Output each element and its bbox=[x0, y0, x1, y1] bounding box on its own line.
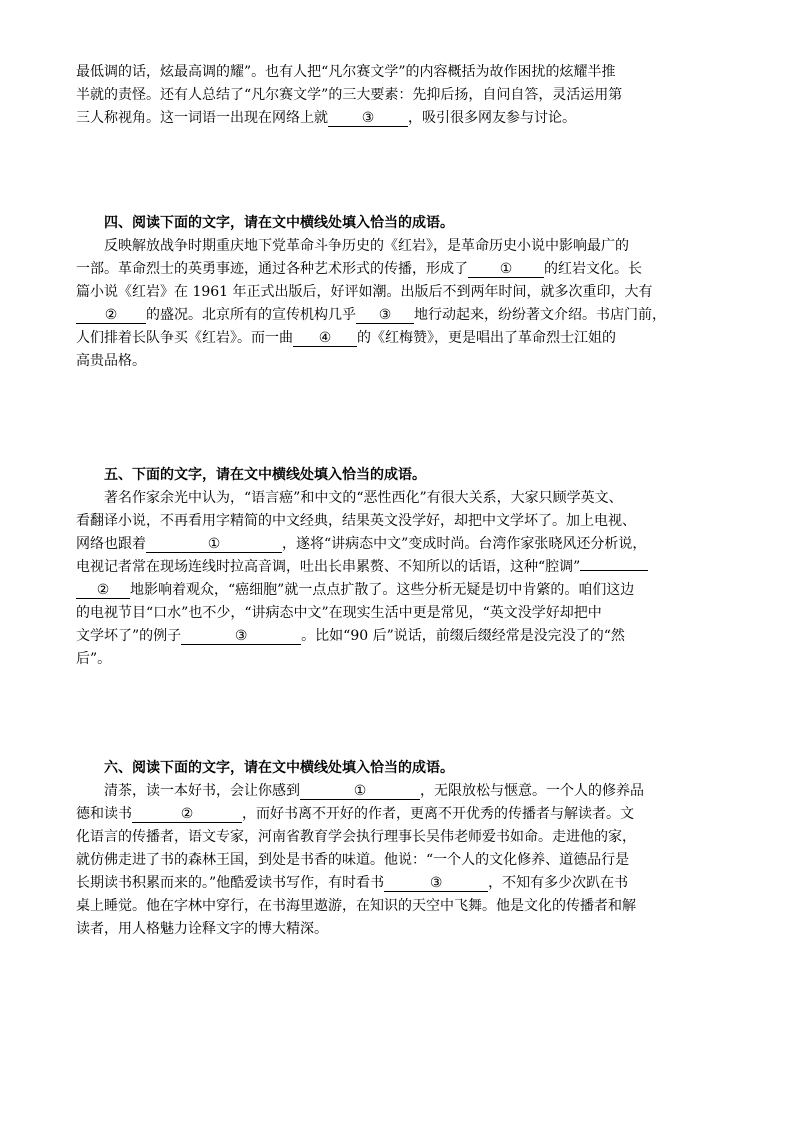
section-4-line-6: 高贵品格。 bbox=[76, 353, 146, 369]
section-4-line-2-before: 一部。革命烈士的英勇事迹，通过各种艺术形式的传播，形成了 bbox=[76, 261, 468, 277]
intro-line-3-text: 三人称视角。这一词语一出现在网络上就 bbox=[76, 110, 328, 126]
section-6-blank-1[interactable]: ① bbox=[300, 783, 420, 800]
section-6-line-5-b: ，不知有多少次趴在书 bbox=[488, 875, 629, 891]
section-4-blank-3[interactable]: ③ bbox=[356, 307, 414, 324]
section-5 bbox=[76, 464, 720, 671]
section-5-heading: 五、下面的文字，请在文中横线处填入恰当的成语。 bbox=[104, 467, 426, 483]
intro-blank-3[interactable]: ③ bbox=[328, 110, 408, 127]
section-4-line-3: 篇小说《红岩》在 1961 年正式出版后，好评如潮。出版后不到两年时间，就多次重印，大有 bbox=[76, 284, 653, 300]
section-5-line-6: 的电视节目“口水”也不少，“讲病态中文”在现实生活中更是常见，“英文没学好却把中 bbox=[76, 605, 602, 621]
section-5-line-7-b: 。比如“90 后”说话，前缀后缀经常是没完没了的“然 bbox=[301, 628, 625, 644]
intro-line-2: 半就的责怪。还有人总结了“凡尔赛文学”的三大要素：先抑后扬，自问自答，灵活运用第 bbox=[76, 87, 623, 103]
intro-line-3 bbox=[76, 107, 720, 130]
section-4 bbox=[76, 212, 720, 373]
section-4-line-5-b: 的《红梅赞》，更是唱出了革命烈士江姐的 bbox=[357, 330, 616, 346]
section-6-line-1-a: 清茶，读一本好书，会让你感到 bbox=[104, 783, 300, 799]
section-6-line-5-a: 长期读书积累而来的。”他酷爱读书写作，有时看书 bbox=[76, 875, 385, 891]
section-5-line-5-text: 地影响着观众，“癌细胞”就一点点扩散了。这些分析无疑是切中肯綮的。咱们这边 bbox=[130, 582, 635, 598]
section-6-line-3: 化语言的传播者，语文专家，河南省教育学会执行理事长吴伟老师爱书如命。走进他的家， bbox=[76, 829, 636, 845]
section-5-blank-2-trailing[interactable] bbox=[580, 570, 648, 571]
section-5-blank-3[interactable]: ③ bbox=[181, 628, 301, 645]
section-6-line-1 bbox=[76, 780, 720, 803]
section-5-line-7-a: 文学坏了”的例子 bbox=[76, 628, 182, 644]
section-6-line-2-b: ，而好书离不开好的作者，更离不开优秀的传播者与解读者。文 bbox=[242, 806, 634, 822]
section-4-line-4-b: 地行动起来，纷纷著文介绍。书店门前， bbox=[414, 307, 666, 323]
section-6-line-7: 读者，用人格魅力诠释文字的博大精深。 bbox=[76, 921, 328, 937]
section-6-line-1-b: ，无限放松与惬意。一个人的修养品 bbox=[420, 783, 644, 799]
section-4-line-4-a: 的盛况。北京所有的宣传机构几乎 bbox=[146, 307, 356, 323]
intro-line-1: 最低调的话，炫最高调的耀”。也有人把“凡尔赛文学”的内容概括为故作困扰的炫耀半推 bbox=[76, 64, 616, 80]
section-4-heading: 四、阅读下面的文字，请在文中横线处填入恰当的成语。 bbox=[104, 215, 454, 231]
section-4-line-2 bbox=[76, 258, 720, 281]
section-5-line-3-a: 网络也跟着 bbox=[76, 536, 146, 552]
section-5-line-4-text: 电视记者常在现场连线时拉高音调，吐出长串累赘、不知所以的话语，这种“腔调” bbox=[76, 559, 581, 575]
section-4-line-5-a: 人们排着长队争买《红岩》。而一曲 bbox=[76, 330, 293, 346]
intro-line-3-after: ，吸引很多网友参与讨论。 bbox=[408, 110, 576, 126]
section-6-line-2 bbox=[76, 803, 720, 826]
section-5-line-8: 后”。 bbox=[76, 651, 112, 667]
section-4-blank-1[interactable]: ① bbox=[468, 261, 544, 278]
section-5-blank-2[interactable]: ② bbox=[76, 582, 130, 599]
section-6-line-6: 桌上睡觉。他在字林中穿行，在书海里遨游，在知识的天空中飞舞。他是文化的传播者和解 bbox=[76, 898, 636, 914]
section-5-line-7 bbox=[76, 625, 720, 648]
section-5-line-4 bbox=[76, 556, 720, 579]
section-4-line-1: 反映解放战争时期重庆地下党革命斗争历史的《红岩》，是革命历史小说中影响最广的 bbox=[104, 238, 629, 254]
section-5-blank-1[interactable]: ① bbox=[146, 536, 282, 553]
section-5-line-3-b: ，遂将“讲病态中文”变成时尚。台湾作家张晓风还分析说， bbox=[282, 536, 647, 552]
section-6-blank-2[interactable]: ② bbox=[132, 806, 242, 823]
section-4-line-2-after: 的红岩文化。长 bbox=[544, 261, 642, 277]
section-6 bbox=[76, 757, 720, 941]
section-4-line-5 bbox=[76, 327, 720, 350]
intro-paragraph bbox=[76, 61, 720, 130]
section-5-line-5 bbox=[76, 579, 720, 602]
section-5-line-1: 著名作家余光中认为，“语言癌”和中文的“恶性西化”有很大关系，大家只顾学英文、 bbox=[104, 490, 623, 506]
section-6-line-2-a: 德和读书 bbox=[76, 806, 132, 822]
section-5-line-3 bbox=[76, 533, 720, 556]
section-5-line-2: 看翻译小说，不再看用字精简的中文经典，结果英文没学好，却把中文学坏了。加上电视、 bbox=[76, 513, 636, 529]
section-6-heading: 六、阅读下面的文字，请在文中横线处填入恰当的成语。 bbox=[104, 760, 454, 776]
section-4-blank-2[interactable]: ② bbox=[76, 307, 146, 324]
section-4-line-4 bbox=[76, 304, 720, 327]
section-6-blank-3[interactable]: ③ bbox=[384, 875, 488, 892]
section-4-blank-4[interactable]: ④ bbox=[293, 330, 357, 347]
section-6-line-5 bbox=[76, 872, 720, 895]
section-6-line-4: 就仿佛走进了书的森林王国，到处是书香的味道。他说：“一个人的文化修养、道德品行是 bbox=[76, 852, 630, 868]
